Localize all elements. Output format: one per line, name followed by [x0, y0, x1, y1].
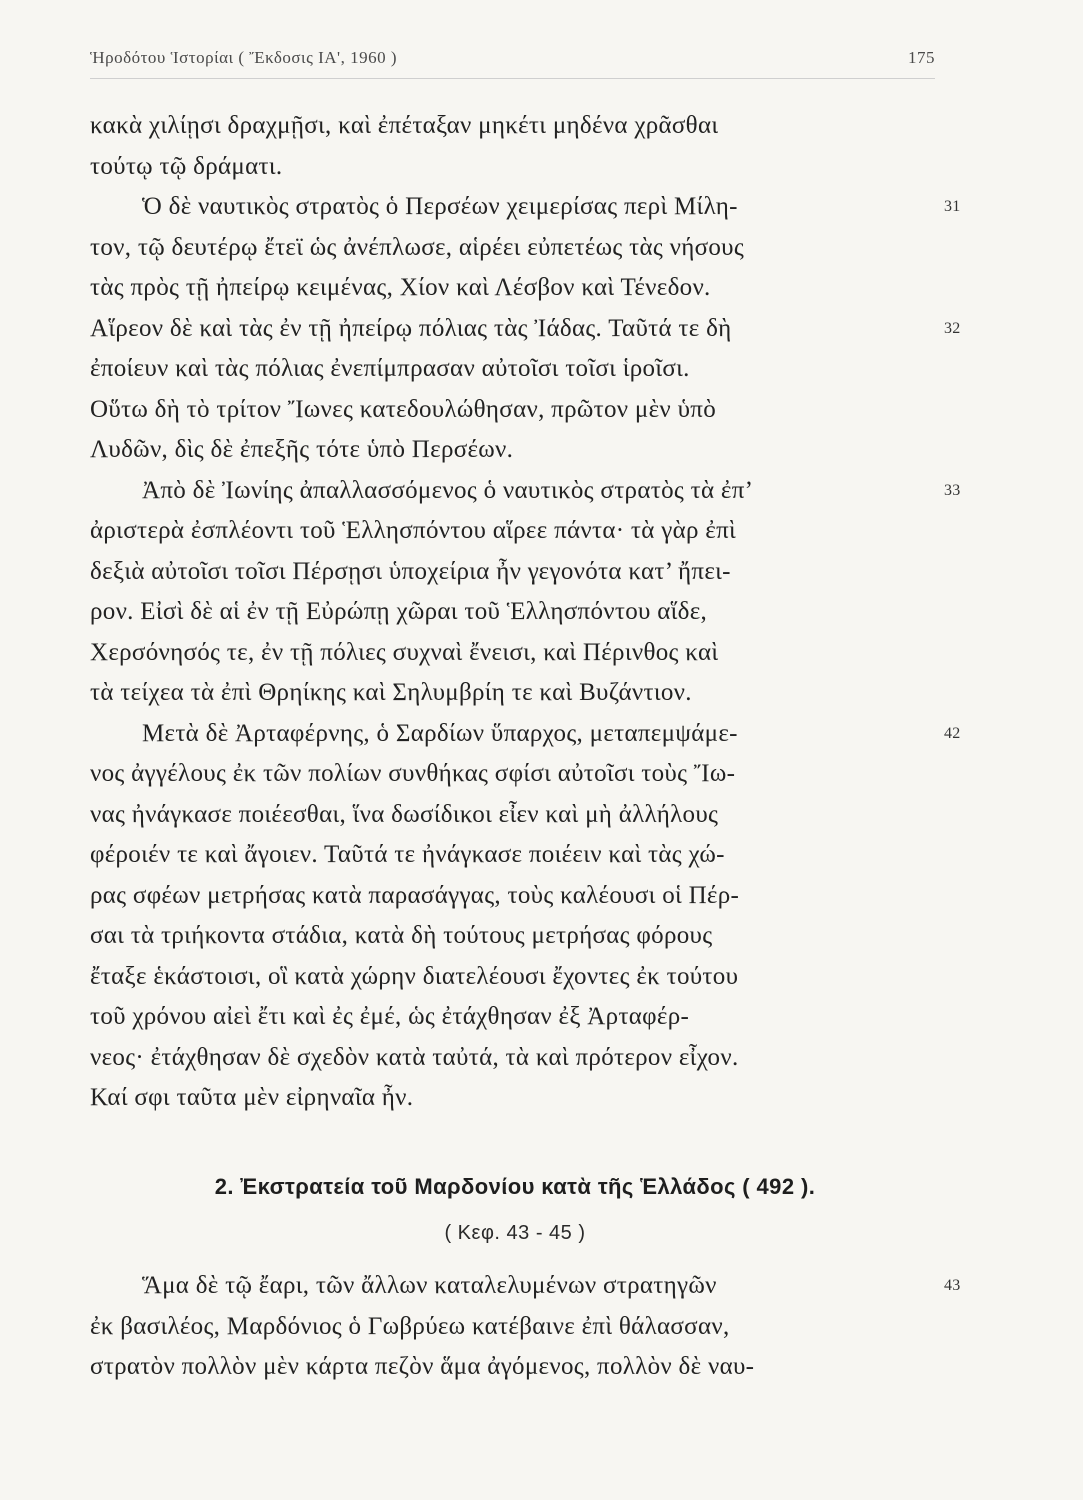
text-line: ἀριστερὰ ἐσπλέοντι τοῦ Ἑλλησπόντου αἵρεε πάντα· τὰ γὰρ ἐπὶ: [90, 517, 737, 544]
text-line: τὰς πρὸς τῇ ἠπείρῳ κειμένας, Χίον καὶ Λέσβον καὶ Τένεδον.: [90, 274, 711, 301]
text-line: [90, 187, 961, 228]
chapter-number-margin: 43: [944, 1277, 961, 1294]
text-line: [90, 309, 961, 350]
text-line: τοῦ χρόνου αἰεὶ ἔτι καὶ ἐς ἐμέ, ὡς ἐτάχθησαν ἐξ Ἀρταφέρ-: [90, 1003, 690, 1030]
text-line: ἔταξε ἑκάστοισι, οἳ κατὰ χώρην διατελέουσι ἔχοντες ἐκ τούτου: [90, 962, 739, 990]
text-line: Οὕτω δὴ τὸ τρίτον Ἴωνες κατεδουλώθησαν, πρῶτον μὲν ὑπὸ: [90, 395, 716, 423]
text-line-content: Μετὰ δὲ Ἀρταφέρνης, ὁ Σαρδίων ὕπαρχος, μεταπεμψάμε-: [142, 719, 738, 747]
chapter-number-margin: 32: [944, 319, 961, 337]
text-line: κακὰ χιλίῃσι δραχμῇσι, καὶ ἐπέταξαν μηκέτι μηδένα χρᾶσθαι: [90, 112, 719, 139]
section-heading: 2. Ἐκστρατεία τοῦ Μαρδονίου κατὰ τῆς Ἑλλάδος ( 492 ).: [214, 1174, 816, 1199]
main-text-block: [90, 106, 961, 1119]
text-line: φέροιέν τε καὶ ἄγοιεν. Ταῦτά τε ἠνάγκασε ποιέειν καὶ τὰς χώ-: [90, 841, 725, 868]
text-line: νεος· ἐτάχθησαν δὲ σχεδὸν κατὰ ταὐτά, τὰ καὶ πρότερον εἶχον.: [90, 1043, 739, 1071]
section-text-block: [90, 1266, 961, 1388]
text-line: νος ἀγγέλους ἐκ τῶν πολίων συνθήκας σφίσι αὐτοῖσι τοὺς Ἴω-: [90, 760, 736, 787]
text-line: τούτῳ τῷ δράματι.: [90, 152, 283, 180]
text-line: στρατὸν πολλὸν μὲν κάρτα πεζὸν ἅμα ἀγόμενος, πολλὸν δὲ ναυ-: [90, 1353, 755, 1380]
text-line: [90, 471, 961, 512]
page-number: 175: [908, 48, 935, 67]
text-line: ρας σφέων μετρήσας κατὰ παρασάγγας, τοὺς καλέουσι οἱ Πέρ-: [90, 881, 740, 909]
text-line: ρον. Εἰσὶ δὲ αἱ ἐν τῇ Εὐρώπῃ χῶραι τοῦ Ἑλλησπόντου αἵδε,: [90, 598, 708, 625]
page-header: [90, 44, 935, 79]
chapter-range: ( Κεφ. 43 - 45 ): [444, 1222, 586, 1244]
text-line: τον, τῷ δευτέρῳ ἔτεϊ ὡς ἀνέπλωσε, αἱρέει εὐπετέως τὰς νήσους: [90, 233, 745, 261]
text-line: ἐποίευν καὶ τὰς πόλιας ἐνεπίμπρασαν αὐτοῖσι τοῖσι ἱροῖσι.: [90, 355, 690, 382]
text-line: Καί σφι ταῦτα μὲν εἰρηναῖα ἦν.: [90, 1084, 414, 1111]
text-line: [90, 714, 961, 755]
text-line: δεξιὰ αὐτοῖσι τοῖσι Πέρσῃσι ὑποχείρια ἦν γεγονότα κατ’ ἤπει-: [90, 557, 731, 585]
text-line: τὰ τείχεα τὰ ἐπὶ Θρηίκης καὶ Σηλυμβρίη τε καὶ Βυζάντιον.: [90, 679, 692, 706]
text-line: [90, 1266, 961, 1307]
text-line-content: Ὁ δὲ ναυτικὸς στρατὸς ὁ Περσέων χειμερίσας περὶ Μίλη-: [142, 193, 738, 220]
text-line: σαι τὰ τριήκοντα στάδια, κατὰ δὴ τούτους μετρήσας φόρους: [90, 922, 713, 949]
text-line: Χερσόνησός τε, ἐν τῇ πόλιες συχναὶ ἔνεισι, καὶ Πέρινθος καὶ: [90, 638, 719, 666]
text-line-content: Ἅμα δὲ τῷ ἔαρι, τῶν ἄλλων καταλελυμένων στρατηγῶν: [142, 1272, 717, 1299]
text-line-content: Ἀπὸ δὲ Ἰωνίης ἀπαλλασσόμενος ὁ ναυτικὸς στρατὸς τὰ ἐπ’: [142, 476, 754, 504]
chapter-number-margin: 31: [944, 198, 961, 215]
text-line: ἐκ βασιλέος, Μαρδόνιος ὁ Γωβρύεω κατέβαινε ἐπὶ θάλασσαν,: [90, 1312, 730, 1340]
text-line: νας ἠνάγκασε ποιέεσθαι, ἵνα δωσίδικοι εἶεν καὶ μὴ ἀλλήλους: [90, 800, 719, 828]
text-line-content: Αἵρεον δὲ καὶ τὰς ἐν τῇ ἠπείρῳ πόλιας τὰς Ἰάδας. Ταῦτά τε δὴ: [90, 314, 732, 342]
chapter-number-margin: 33: [944, 481, 961, 499]
text-line: Λυδῶν, δὶς δὲ ἐπεξῆς τότε ὑπὸ Περσέων.: [90, 436, 514, 463]
chapter-number-margin: 42: [944, 724, 961, 742]
running-title: Ἡροδότου Ἱστορίαι ( Ἔκδοσις ΙΑ', 1960 ): [90, 48, 397, 67]
